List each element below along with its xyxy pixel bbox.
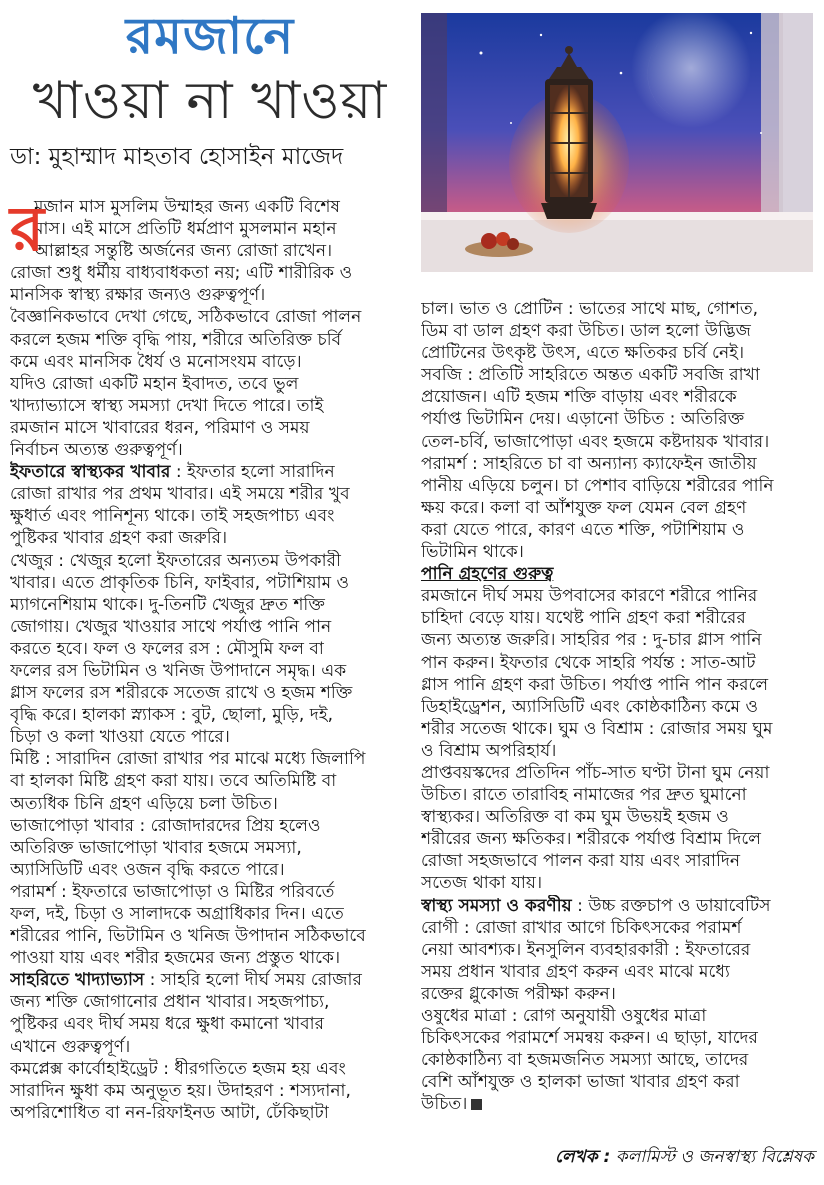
text-line: ডিম বা ডাল গ্রহণ করা উচিত। ডাল হলো উদ্ভিজ	[421, 321, 751, 342]
text-line: রক্তের গ্লুকোজ পরীক্ষা করুন।	[421, 983, 616, 1004]
text-line: রোজা সহজভাবে পালন করা যায় এবং সারাদিন	[421, 851, 741, 872]
article-column-1	[10, 192, 414, 1124]
text-line: সময় প্রধান খাবার গ্রহণ করুন এবং মাঝে মধ্যে	[421, 961, 730, 982]
text-line: বেশি আঁশযুক্ত ও হালকা ভাজা খাবার গ্রহণ করা	[421, 1072, 740, 1093]
text-line: পুষ্টিকর এবং দীর্ঘ সময় ধরে ক্ষুধা কমানো খাবার	[10, 1014, 325, 1035]
text-line: কমপ্লেক্স কার্বোহাইড্রেট : ধীরগতিতে হজম হয় এবং	[10, 1058, 346, 1079]
text-line: কোষ্ঠকাঠিন্য বা হজমজনিত সমস্যা আছে, তাদের	[421, 1050, 749, 1071]
text-line: খাদ্যাভ্যাসে স্বাস্থ্য সমস্যা দেখা দিতে পারে। তাই	[10, 395, 324, 416]
text-line: শরীরের পানি, ভিটামিন ও খনিজ উপাদান সঠিকভাবে	[10, 926, 366, 947]
text-line: ও বিশ্রাম অপরিহার্য।	[421, 740, 557, 761]
text-line: ডিহাইড্রেশন, অ্যাসিডিটি এবং কোষ্ঠকাঠিন্য কমে ও	[421, 696, 759, 717]
text-line: রমজান মাসে খাবারের ধরন, পরিমাণ ও সময়	[10, 417, 310, 438]
text-line: জন্য শক্তি জোগানোর প্রধান খাবার। সহজপাচ্য,	[10, 992, 330, 1013]
text-line: খেজুর : খেজুর হলো ইফতারের অন্যতম উপকারী	[10, 550, 341, 571]
text-line: করলে হজম শক্তি বৃদ্ধি পায়, শরীরে অতিরিক্ত চর্বি	[10, 329, 342, 350]
text-line: অপরিশোধিত বা নন-রিফাইনড আটা, ঢেঁকিছাটা	[10, 1102, 329, 1123]
text-line: জন্য অত্যন্ত জরুরি। সাহরির পর : দু-চার গ্লাস পানি	[421, 630, 762, 651]
text-line: বৃদ্ধি করে। হালকা স্ন্যাকস : বুট, ছোলা, মুড়ি, দই,	[10, 705, 334, 726]
article-column-2	[421, 298, 815, 1115]
sehri-heading: সাহরিতে খাদ্যাভ্যাস	[10, 970, 145, 991]
health-heading: স্বাস্থ্য সমস্যা ও করণীয়	[421, 895, 572, 916]
text-line: রমজানে দীর্ঘ সময় উপবাসের কারণে শরীরে পানির	[421, 586, 758, 607]
text-line: সবজি : প্রতিটি সাহরিতে অন্তত একটি সবজি রাখা	[421, 365, 760, 386]
text-line: ওষুধের মাত্রা : রোগ অনুযায়ী ওষুধের মাত্রা	[421, 1006, 707, 1026]
text-line: সারাদিন ক্ষুধা কম অনুভূত হয়। উদাহরণ : শস্যদানা,	[10, 1080, 351, 1101]
text-line: রোজা রাখার পর প্রথম খাবার। এই সময়ে শরীর খুব	[10, 484, 350, 505]
text-line: অ্যাসিডিটি এবং ওজন বৃদ্ধি করতে পারে।	[10, 859, 285, 880]
text-line: পরামর্শ : সাহরিতে চা বা অন্যান্য ক্যাফেইন জাতীয়	[421, 453, 757, 474]
text-line: ভিটামিন থাকে।	[421, 542, 524, 563]
text-line: পান করুন। ইফতার থেকে সাহরি পর্যন্ত : সাত-আট	[421, 652, 756, 673]
headline-line-2: খাওয়া না খাওয়া	[32, 71, 388, 131]
headline-line-1: রমজানে	[125, 7, 295, 65]
text-line: ক্ষয় করে। কলা বা আঁশযুক্ত ফল যেমন বেল গ্রহণ	[421, 497, 747, 518]
text-line: বৈজ্ঞানিকভাবে দেখা গেছে, সঠিকভাবে রোজা পালন	[10, 307, 362, 328]
text-line: পাওয়া যায় এবং শরীর হজমের জন্য প্রস্তুত থাকে।	[10, 948, 341, 969]
text-line: ফলের রস ভিটামিন ও খনিজ উপাদানে সমৃদ্ধ। এক	[10, 660, 347, 681]
text-line: গ্লাস ফলের রস শরীরকে সতেজ রাখে ও হজম শক্তি	[10, 683, 353, 704]
lead-line: আল্লাহর সন্তুষ্টি অর্জনের জন্য রোজা রাখেন।	[34, 241, 333, 262]
text-line: নির্বাচন অত্যন্ত গুরুত্বপূর্ণ।	[10, 440, 183, 461]
text-line: মানসিক স্বাস্থ্য রক্ষার জন্যও গুরুত্বপূর্ণ।	[10, 285, 266, 306]
iftar-heading: ইফতারে স্বাস্থ্যকর খাবার	[10, 462, 171, 483]
text-line: নেয়া আবশ্যক। ইনসুলিন ব্যবহারকারী : ইফতারের	[421, 939, 751, 960]
health-section-first-line	[421, 895, 815, 917]
text-line: কমে এবং মানসিক ধৈর্য ও মনোসংযম বাড়ে।	[10, 351, 302, 372]
text-line: পরামর্শ : ইফতারে ভাজাপোড়া ও মিষ্টির পরিবর্তে	[10, 881, 335, 902]
text-line: পর্যাপ্ত ভিটামিন দেয়। এড়ানো উচিত : অতিরিক্ত	[421, 409, 745, 430]
final-line	[421, 1093, 815, 1115]
text-line: এখানে গুরুত্বপূর্ণ।	[10, 1036, 131, 1057]
iftar-section-first-line	[10, 461, 414, 483]
text-line: প্রয়োজন। এটি হজম শক্তি বাড়ায় এবং শরীরকে	[421, 387, 737, 408]
text-line: জোগায়। খেজুর খাওয়ার সাথে পর্যাপ্ত পানি পান	[10, 616, 332, 637]
text-line: স্বাস্থ্যকর। অতিরিক্ত বা কম ঘুম উভয়ই হজম ও	[421, 807, 729, 828]
lead-line: মাস। এই মাসে প্রতিটি ধর্মপ্রাণ মুসলমান মহান	[34, 219, 337, 240]
byline: ডা: মুহাম্মাদ মাহতাব হোসাইন মাজেদ	[10, 144, 344, 170]
sehri-intro: : সাহরি হলো দীর্ঘ সময় রোজার	[144, 970, 362, 991]
text-line: সতেজ থাকা যায়।	[421, 873, 543, 894]
text-line: মিষ্টি : সারাদিন রোজা রাখার পর মাঝে মধ্যে জিলাপি	[10, 749, 366, 770]
text-line: পানীয় এড়িয়ে চলুন। চা পেশাব বাড়িয়ে শরীরের পানি	[421, 475, 774, 496]
text-line: পুষ্টিকর খাবার গ্রহণ করা জরুরি।	[10, 528, 228, 549]
text-line: প্রোটিনের উৎকৃষ্ট উৎস, এতে ক্ষতিকর চর্বি নেই।	[421, 343, 745, 364]
text-line: প্রাপ্তবয়স্কদের প্রতিদিন পাঁচ-সাত ঘণ্টা টানা ঘুম নেয়া	[421, 762, 770, 783]
drop-cap: র	[10, 192, 45, 265]
lead-line: মজান মাস মুসলিম উম্মাহর জন্য একটি বিশেষ	[34, 197, 340, 217]
text-line: অত্যধিক চিনি গ্রহণ এড়িয়ে চলা উচিত।	[10, 793, 278, 814]
text-line: গ্লাস পানি গ্রহণ করা উচিত। পর্যাপ্ত পানি পান করলে	[421, 674, 769, 695]
text-line: যদিও রোজা একটি মহান ইবাদত, তবে ভুল	[10, 373, 299, 394]
author-note-label: লেখক :	[554, 1147, 611, 1167]
text-line: উচিত। রাতে তারাবিহ নামাজের পর দ্রুত ঘুমানো	[421, 785, 747, 806]
text-line: শরীরের জন্য ক্ষতিকর। শরীরকে পর্যাপ্ত বিশ্রাম দিলে	[421, 829, 762, 850]
text-line: তেল-চর্বি, ভাজাপোড়া এবং হজমে কষ্টদায়ক খাবার।	[421, 431, 770, 452]
sehri-section-first-line	[10, 969, 414, 991]
final-text: উচিত।	[421, 1094, 468, 1115]
water-heading: পানি গ্রহণের গুরুত্ব	[421, 564, 554, 585]
end-mark-icon	[471, 1099, 482, 1110]
text-line: চাল। ভাত ও প্রোটিন : ভাতের সাথে মাছ, গোশত,	[421, 299, 759, 319]
text-line: শরীর সতেজ থাকে। ঘুম ও বিশ্রাম : রোজার সময় ঘুম	[421, 718, 773, 739]
text-line: ফল, দই, চিড়া ও সালাদকে অগ্রাধিকার দিন। এতে	[10, 904, 344, 924]
text-line: করতে হবে। ফল ও ফলের রস : মৌসুমি ফল বা	[10, 638, 324, 659]
text-line: রোগী : রোজা রাখার আগে চিকিৎসকের পরামর্শ	[421, 917, 742, 938]
lantern-crescent-moon-photo	[421, 13, 813, 272]
health-intro: : উচ্চ রক্তচাপ ও ডায়াবেটিস	[571, 895, 771, 916]
iftar-intro: : ইফতার হলো সারাদিন	[170, 462, 335, 483]
text-line: বা হালকা মিষ্টি গ্রহণ করা যায়। তবে অতিমিষ্টি বা	[10, 771, 337, 792]
text-line: চিড়া ও কলা খাওয়া যেতে পারে।	[10, 727, 230, 748]
author-note	[508, 1146, 814, 1168]
text-line: চাহিদা বেড়ে যায়। যথেষ্ট পানি গ্রহণ করা শরীরের	[421, 608, 746, 629]
text-line: খাবার। এতে প্রাকৃতিক চিনি, ফাইবার, পটাশিয়াম ও	[10, 572, 350, 593]
text-line: রোজা শুধু ধর্মীয় বাধ্যবাধকতা নয়; এটি শারীরিক ও	[10, 263, 353, 284]
text-line: করা যেতে পারে, কারণ এতে শক্তি, পটাশিয়াম ও	[421, 519, 745, 540]
text-line: অতিরিক্ত ভাজাপোড়া খাবার হজমে সমস্যা,	[10, 837, 302, 858]
author-note-text: কলামিস্ট ও জনস্বাস্থ্য বিশ্লেষক	[610, 1147, 814, 1167]
text-line: চিকিৎসকের পরামর্শে সমন্বয় করুন। এ ছাড়া, যাদের	[421, 1028, 758, 1049]
text-line: ম্যাগনেশিয়াম থাকে। দু-তিনটি খেজুর দ্রুত শক্তি	[10, 594, 325, 615]
text-line: ক্ষুধার্ত এবং পানিশূন্য থাকে। তাই সহজপাচ্য এবং	[10, 506, 335, 527]
text-line: ভাজাপোড়া খাবার : রোজাদারদের প্রিয় হলেও	[10, 815, 321, 836]
